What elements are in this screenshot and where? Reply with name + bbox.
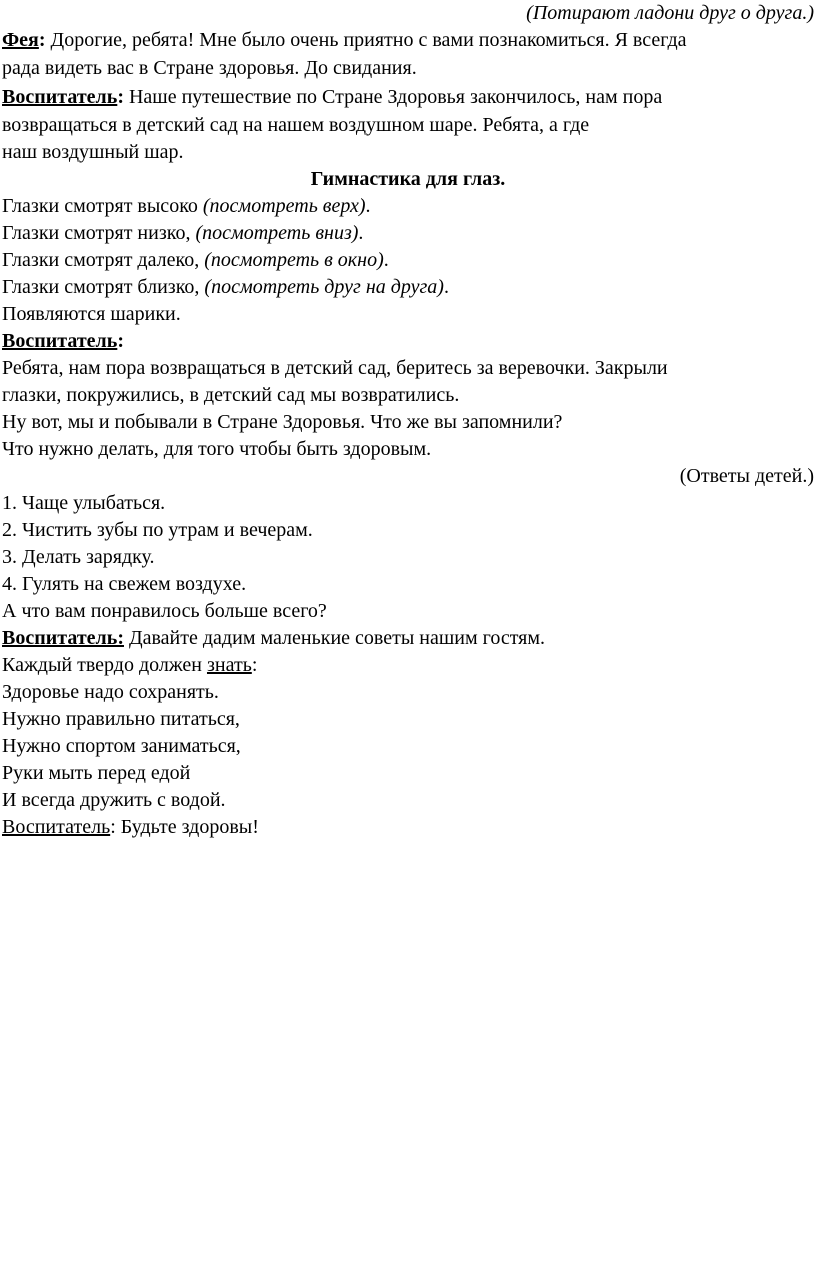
teacher2-speaker-line xyxy=(2,328,814,354)
poem-line-1-text: Каждый твердо должен xyxy=(2,654,207,676)
closing-speaker: Воспитатель xyxy=(2,816,111,838)
teacher1-line-2: возвращаться в детский сад на нашем воздушном шаре. Ребята, а где xyxy=(2,114,590,136)
gymnastics-item-4 xyxy=(2,274,814,300)
teacher1-colon: : xyxy=(117,86,124,108)
teacher2-line-4: Что нужно делать, для того чтобы быть здоровым. xyxy=(2,438,432,460)
poem-line-2: Здоровье надо сохранять. xyxy=(2,681,219,703)
gymnastics-item-4-text: Глазки смотрят близко, xyxy=(2,276,205,298)
gymnastics-item-2-text: Глазки смотрят низко, xyxy=(2,222,196,244)
answer-item-2: 2. Чистить зубы по утрам и вечерам. xyxy=(2,519,313,541)
fairy-line-1 xyxy=(2,27,814,53)
teacher3-speaker: Воспитатель: xyxy=(2,627,124,649)
answers-note: (Ответы детей.) xyxy=(679,465,814,487)
poem-line-3: Нужно правильно питаться, xyxy=(2,708,240,730)
teacher2-line-2: глазки, покружились, в детский сад мы возвратились. xyxy=(2,384,460,406)
teacher1-line-1 xyxy=(2,84,814,110)
poem-line-6: И всегда дружить с водой. xyxy=(2,789,226,811)
fairy-line-2: рада видеть вас в Стране здоровья. До свидания. xyxy=(2,57,417,79)
teacher3-text: Давайте дадим маленькие советы нашим гостям. xyxy=(123,627,546,649)
teacher2-colon: : xyxy=(117,330,124,352)
fairy-text-1: Дорогие, ребята! Мне было очень приятно с вами познакомиться. Я всегда xyxy=(45,29,687,51)
teacher1-line-3: наш воздушный шар. xyxy=(2,141,184,163)
gymnastics-item-2-action: (посмотреть вниз) xyxy=(195,222,359,244)
gymnastics-item-3-text: Глазки смотрят далеко, xyxy=(2,249,205,271)
gymnastics-item-3-action: (посмотреть в окно) xyxy=(204,249,384,271)
question-line: А что вам понравилось больше всего? xyxy=(2,600,327,622)
gymnastics-heading: Гимнастика для глаз. xyxy=(310,168,506,190)
gymnastics-item-2-end: . xyxy=(358,222,364,244)
gymnastics-item-4-action: (посмотреть друг на друга) xyxy=(204,276,444,298)
gymnastics-item-2 xyxy=(2,220,814,246)
answer-item-1: 1. Чаще улыбаться. xyxy=(2,492,166,514)
teacher2-line-1: Ребята, нам пора возвращаться в детский сад, беритесь за веревочки. Закрыли xyxy=(2,357,668,379)
fairy-colon: : xyxy=(38,29,46,51)
gymnastics-item-4-end: . xyxy=(443,276,449,298)
answer-item-4: 4. Гулять на свежем воздухе. xyxy=(2,573,247,595)
gymnastics-item-3 xyxy=(2,247,814,273)
gymnastics-after: Появляются шарики. xyxy=(2,303,181,325)
teacher3-line xyxy=(2,625,814,651)
poem-line-5: Руки мыть перед едой xyxy=(2,762,191,784)
fairy-speaker: Фея xyxy=(2,29,39,51)
gymnastics-item-1 xyxy=(2,193,814,219)
teacher1-text-1: Наше путешествие по Стране Здоровья закончилось, нам пора xyxy=(123,86,663,108)
teacher1-speaker: Воспитатель xyxy=(2,86,118,108)
gymnastics-item-3-end: . xyxy=(383,249,389,271)
teacher2-speaker: Воспитатель xyxy=(2,330,118,352)
answer-item-3: 3. Делать зарядку. xyxy=(2,546,155,568)
poem-line-1-end: : xyxy=(251,654,258,676)
poem-underlined-word: знать xyxy=(206,654,252,676)
closing-line xyxy=(2,814,814,840)
poem-line-4: Нужно спортом заниматься, xyxy=(2,735,241,757)
gymnastics-item-1-end: . xyxy=(365,195,371,217)
gymnastics-item-1-text: Глазки смотрят высоко xyxy=(2,195,203,217)
gymnastics-item-1-action: (посмотреть верх) xyxy=(202,195,366,217)
stage-direction: (Потирают ладони друг о друга.) xyxy=(526,2,814,24)
poem-line-1 xyxy=(2,652,814,678)
closing-text: : Будьте здоровы! xyxy=(110,816,259,838)
teacher2-line-3: Ну вот, мы и побывали в Стране Здоровья. Что же вы запомнили? xyxy=(2,411,563,433)
